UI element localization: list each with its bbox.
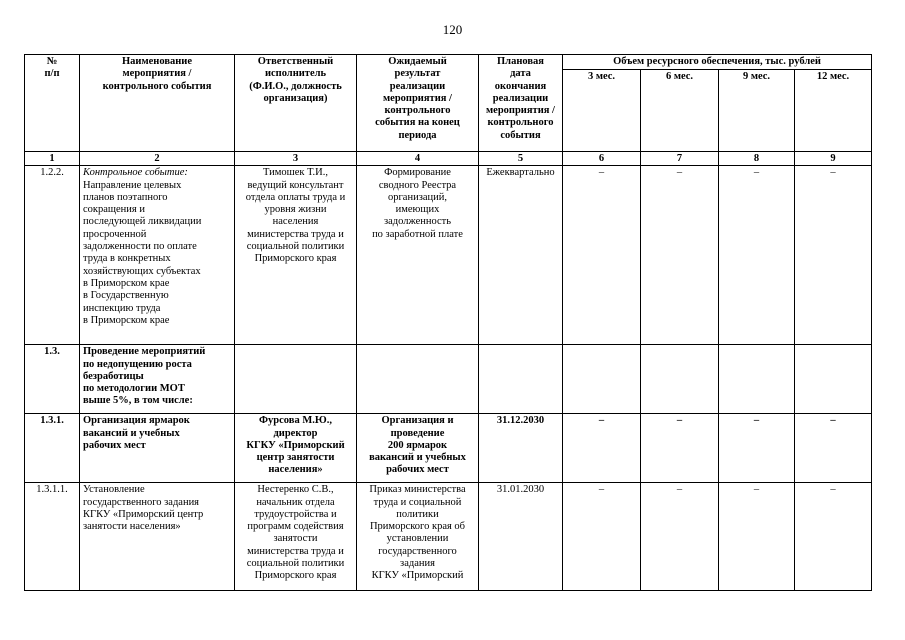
resource-6-months: – — [641, 166, 719, 345]
activity-name: Организация ярмарок вакансий и учебных рабочих мест — [80, 414, 235, 483]
column-number: 8 — [719, 152, 795, 166]
column-number-row — [25, 152, 872, 166]
row-number: 1.2.2. — [25, 166, 80, 345]
row-number: 1.3.1. — [25, 414, 80, 483]
executor: Тимошек Т.И., ведущий консультант отдела оплаты труда и уровня жизни населения министерства труда и социальной политики Приморского края — [235, 166, 357, 345]
resource-3-months: – — [563, 414, 641, 483]
resource-3-months — [563, 345, 641, 414]
expected-result: Формирование сводного Реестра организаций, имеющих задолженность по заработной плате — [357, 166, 479, 345]
header-6-months: 6 мес. — [641, 70, 719, 152]
resource-9-months: – — [719, 483, 795, 591]
table-row — [25, 414, 872, 483]
header-3-months: 3 мес. — [563, 70, 641, 152]
header-activity-name: Наименование мероприятия / контрольного события — [80, 55, 235, 152]
row-number: 1.3. — [25, 345, 80, 414]
resource-12-months: – — [795, 483, 872, 591]
column-number: 1 — [25, 152, 80, 166]
resource-9-months: – — [719, 166, 795, 345]
planned-date — [479, 345, 563, 414]
table-row — [25, 345, 872, 414]
resource-6-months: – — [641, 483, 719, 591]
resource-6-months — [641, 345, 719, 414]
table-row — [25, 166, 872, 345]
resource-9-months: – — [719, 414, 795, 483]
resource-12-months: – — [795, 414, 872, 483]
column-number: 6 — [563, 152, 641, 166]
column-number: 9 — [795, 152, 872, 166]
header-9-months: 9 мес. — [719, 70, 795, 152]
header-row-top — [25, 55, 872, 70]
action-plan-table — [24, 54, 872, 591]
resource-3-months: – — [563, 166, 641, 345]
page-number: 120 — [442, 22, 463, 37]
column-number: 5 — [479, 152, 563, 166]
expected-result: Организация и проведение 200 ярмарок вакансий и учебных рабочих мест — [357, 414, 479, 483]
column-number: 4 — [357, 152, 479, 166]
planned-date: 31.01.2030 — [479, 483, 563, 591]
resource-3-months: – — [563, 483, 641, 591]
column-number: 7 — [641, 152, 719, 166]
header-number: № п/п — [25, 55, 80, 152]
activity-name: Установление государственного задания КГКУ «Приморский центр занятости населения» — [80, 483, 235, 591]
planned-date: 31.12.2030 — [479, 414, 563, 483]
executor — [235, 345, 357, 414]
activity-name: Проведение мероприятий по недопущению роста безработицы по методологии МОТ выше 5%, в том числе: — [80, 345, 235, 414]
activity-name-cell — [80, 166, 235, 345]
table-row — [25, 483, 872, 591]
header-resources-group: Объем ресурсного обеспечения, тыс. рублей — [563, 55, 872, 70]
activity-name: Направление целевых планов поэтапного сокращения и последующей ликвидации просроченной задолженности по оплате труда в конкретных хозяйствующих субъектах в Приморском крае в Государственную инспекцию труда в Приморском крае — [83, 179, 202, 326]
resource-9-months — [719, 345, 795, 414]
header-expected-result: Ожидаемый результат реализации мероприятия / контрольного события на конец периода — [357, 55, 479, 152]
resource-12-months: – — [795, 166, 872, 345]
header-executor: Ответственный исполнитель (Ф.И.О., должность организация) — [235, 55, 357, 152]
resource-12-months — [795, 345, 872, 414]
header-12-months: 12 мес. — [795, 70, 872, 152]
row-number: 1.3.1.1. — [25, 483, 80, 591]
resource-6-months: – — [641, 414, 719, 483]
column-number: 3 — [235, 152, 357, 166]
executor: Фурсова М.Ю., директор КГКУ «Приморский центр занятости населения» — [235, 414, 357, 483]
planned-date: Ежеквартально — [479, 166, 563, 345]
expected-result — [357, 345, 479, 414]
expected-result: Приказ министерства труда и социальной политики Приморского края об установлении государственного задания КГКУ «Приморский — [357, 483, 479, 591]
header-planned-date: Плановая дата окончания реализации мероприятия / контрольного события — [479, 55, 563, 152]
control-event-label: Контрольное событие: — [83, 167, 188, 179]
column-number: 2 — [80, 152, 235, 166]
executor: Нестеренко С.В., начальник отдела трудоустройства и программ содействия занятости министерства труда и социальной политики Приморского края — [235, 483, 357, 591]
